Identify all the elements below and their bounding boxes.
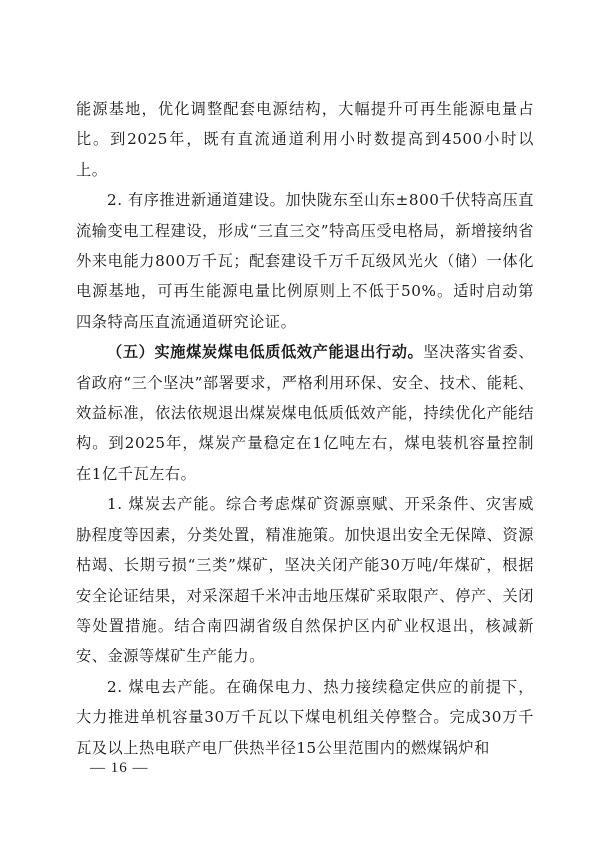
paragraph-4 bbox=[76, 489, 534, 671]
paragraph-1 bbox=[76, 94, 534, 185]
paragraph-5 bbox=[76, 672, 534, 763]
document-body bbox=[76, 94, 534, 763]
section-heading: （五）实施煤炭煤电低质低效产能退出行动。 bbox=[107, 343, 424, 362]
paragraph-2 bbox=[76, 185, 534, 337]
paragraph-3 bbox=[76, 337, 534, 489]
page-number: — 16 — bbox=[90, 760, 149, 776]
paragraph-3-text: 坚决落实省委、省政府“三个坚决”部署要求，严格利用环保、安全、技术、能耗、效益标准，依法依规退出煤炭煤电低质低效产能，持续优化产能结构。到2025年，煤炭产量稳定在1亿吨左右，煤电装机容量控制在1亿千瓦左右。 bbox=[76, 343, 535, 483]
paragraph-4-text: 1. 煤炭去产能。综合考虑煤矿资源禀赋、开采条件、灾害威胁程度等因素，分类处置，精准施策。加快退出安全无保障、资源枯竭、长期亏损“三类”煤矿，坚决关闭产能30万吨/年煤矿，根据安全论证结果，对采深超千米冲击地压煤矿采取限产、停产、关闭等处置措施。结合南四湖省级自然保护区内矿业权退出，核减新安、金源等煤矿生产能力。 bbox=[76, 495, 534, 666]
paragraph-2-text: 2. 有序推进新通道建设。加快陇东至山东±800千伏特高压直流输变电工程建设，形成“三直三交”特高压受电格局，新增接纳省外来电能力800万千瓦；配套建设千万千瓦级风光火（储）一体化电源基地，可再生能源电量比例原则上不低于50%。适时启动第四条特高压直流通道研究论证。 bbox=[76, 191, 534, 331]
paragraph-1-text: 能源基地，优化调整配套电源结构，大幅提升可再生能源电量占比。到2025年，既有直流通道利用小时数提高到4500小时以上。 bbox=[76, 100, 534, 179]
paragraph-5-text: 2. 煤电去产能。在确保电力、热力接续稳定供应的前提下，大力推进单机容量30万千瓦以下煤电机组关停整合。完成30万千瓦及以上热电联产电厂供热半径15公里范围内的燃煤锅炉和 bbox=[76, 677, 534, 757]
